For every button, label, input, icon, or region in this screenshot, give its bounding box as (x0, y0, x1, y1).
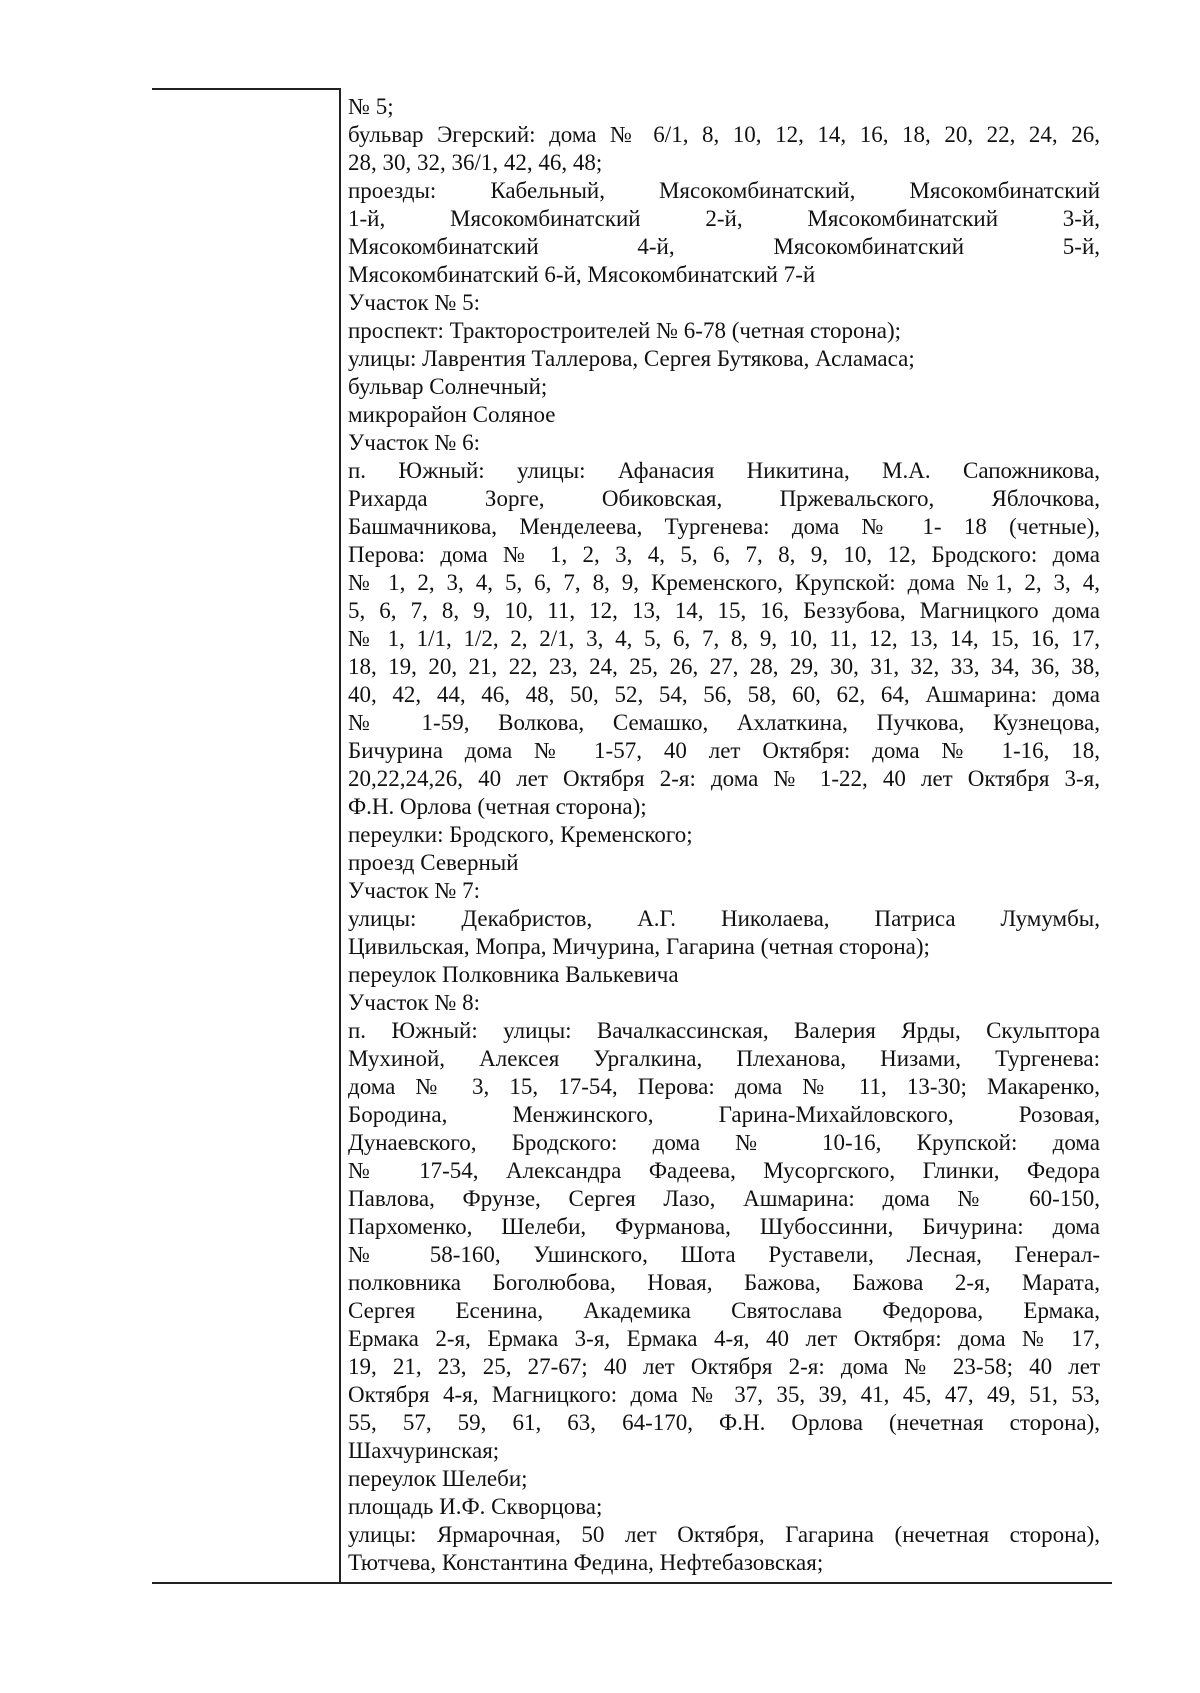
text-line: 19, 21, 23, 25, 27-67; 40 лет Октября 2-я: дома № 23-58; 40 лет (348, 1354, 1100, 1379)
text-line: бульвар Солнечный; (348, 374, 548, 399)
text-line: Мухиной, Алексея Ургалкина, Плеханова, Низами, Тургенева: (348, 1046, 1100, 1071)
text-line: Башмачникова, Менделеева, Тургенева: дома № 1- 18 (четные), (348, 514, 1100, 539)
text-line: Шахчуринская; (348, 1438, 500, 1463)
text-line: Октября 4-я, Магницкого: дома № 37, 35, 39, 41, 45, 47, 49, 51, 53, (348, 1382, 1100, 1407)
text-line: № 5; (348, 94, 394, 119)
text-line: Тютчева, Константина Федина, Нефтебазовская; (348, 1550, 824, 1575)
text-line: Участок № 8: (348, 990, 481, 1015)
text-line: 18, 19, 20, 21, 22, 23, 24, 25, 26, 27, 28, 29, 30, 31, 32, 33, 34, 36, 38, (348, 654, 1100, 679)
text-line: улицы: Лаврентия Таллерова, Сергея Бутякова, Асламаса; (348, 346, 915, 371)
text-line: 28, 30, 32, 36/1, 42, 46, 48; (348, 150, 603, 175)
text-line: Бичурина дома № 1-57, 40 лет Октября: дома № 1-16, 18, (348, 738, 1100, 763)
text-line: проспект: Тракторостроителей № 6-78 (четная сторона); (348, 318, 902, 343)
text-line: микрорайон Соляное (348, 402, 556, 427)
text-line: Мясокомбинатский 4-й, Мясокомбинатский 5-й, (348, 234, 1100, 259)
text-line: Мясокомбинатский 6-й, Мясокомбинатский 7-й (348, 262, 816, 287)
text-line: Участок № 7: (348, 878, 481, 903)
table-bottom-rule (152, 1582, 1112, 1584)
text-line: полковника Боголюбова, Новая, Бажова, Бажова 2-я, Марата, (348, 1270, 1100, 1295)
text-line: бульвар Эгерский: дома № 6/1, 8, 10, 12, 14, 16, 18, 20, 22, 24, 26, (348, 122, 1100, 147)
text-line: улицы: Ярмарочная, 50 лет Октября, Гагарина (нечетная сторона), (348, 1522, 1100, 1547)
text-line: 55, 57, 59, 61, 63, 64-170, Ф.Н. Орлова (нечетная сторона), (348, 1410, 1100, 1435)
text-line: п. Южный: улицы: Вачалкассинская, Валерия Ярды, Скульптора (348, 1018, 1100, 1043)
text-line: переулок Шелеби; (348, 1466, 528, 1491)
text-line: п. Южный: улицы: Афанасия Никитина, М.А. Сапожникова, (348, 458, 1100, 483)
text-line: № 17-54, Александра Фадеева, Мусоргского, Глинки, Федора (348, 1158, 1100, 1183)
text-line: проезд Северный (348, 850, 519, 875)
text-line: 20,22,24,26, 40 лет Октября 2-я: дома № 1-22, 40 лет Октября 3-я, (348, 766, 1100, 791)
text-line: проезды: Кабельный, Мясокомбинатский, Мясокомбинатский (348, 178, 1100, 203)
text-line: Рихарда Зорге, Обиковская, Пржевальского, Яблочкова, (348, 486, 1100, 511)
text-line: площадь И.Ф. Скворцова; (348, 1494, 603, 1519)
text-line: Участок № 5: (348, 290, 481, 315)
text-line: № 58-160, Ушинского, Шота Руставели, Лесная, Генерал- (348, 1242, 1100, 1267)
text-line: дома № 3, 15, 17-54, Перова: дома № 11, 13-30; Макаренко, (348, 1074, 1100, 1099)
text-line: переулок Полковника Валькевича (348, 962, 679, 987)
text-line: 1-й, Мясокомбинатский 2-й, Мясокомбинатский 3-й, (348, 206, 1100, 231)
text-line: переулки: Бродского, Кременского; (348, 822, 693, 847)
text-line: Перова: дома № 1, 2, 3, 4, 5, 6, 7, 8, 9, 10, 12, Бродского: дома (348, 542, 1100, 567)
text-line: Павлова, Фрунзе, Сергея Лазо, Ашмарина: дома № 60-150, (348, 1186, 1100, 1211)
text-line: 40, 42, 44, 46, 48, 50, 52, 54, 56, 58, 60, 62, 64, Ашмарина: дома (348, 682, 1100, 707)
text-line: Ермака 2-я, Ермака 3-я, Ермака 4-я, 40 лет Октября: дома № 17, (348, 1326, 1100, 1351)
left-column-cell (152, 90, 339, 1582)
text-line: № 1, 1/1, 1/2, 2, 2/1, 3, 4, 5, 6, 7, 8, 9, 10, 11, 12, 13, 14, 15, 16, 17, (348, 626, 1100, 651)
column-divider (339, 88, 341, 1584)
text-line: Цивильская, Мопра, Мичурина, Гагарина (четная сторона); (348, 934, 930, 959)
address-list-cell (348, 93, 1100, 1577)
text-line: № 1, 2, 3, 4, 5, 6, 7, 8, 9, Кременского, Крупской: дома №1, 2, 3, 4, (348, 570, 1100, 595)
text-line: Сергея Есенина, Академика Святослава Федорова, Ермака, (348, 1298, 1100, 1323)
text-line: Ф.Н. Орлова (четная сторона); (348, 794, 647, 819)
text-line: Участок № 6: (348, 430, 481, 455)
text-line: 5, 6, 7, 8, 9, 10, 11, 12, 13, 14, 15, 16, Беззубова, Магницкого дома (348, 598, 1100, 623)
text-line: № 1-59, Волкова, Семашко, Ахлаткина, Пучкова, Кузнецова, (348, 710, 1100, 735)
text-line: улицы: Декабристов, А.Г. Николаева, Патриса Лумумбы, (348, 906, 1100, 931)
text-line: Бородина, Менжинского, Гарина-Михайловского, Розовая, (348, 1102, 1100, 1127)
text-line: Пархоменко, Шелеби, Фурманова, Шубоссинни, Бичурина: дома (348, 1214, 1100, 1239)
text-line: Дунаевского, Бродского: дома № 10-16, Крупской: дома (348, 1130, 1100, 1155)
